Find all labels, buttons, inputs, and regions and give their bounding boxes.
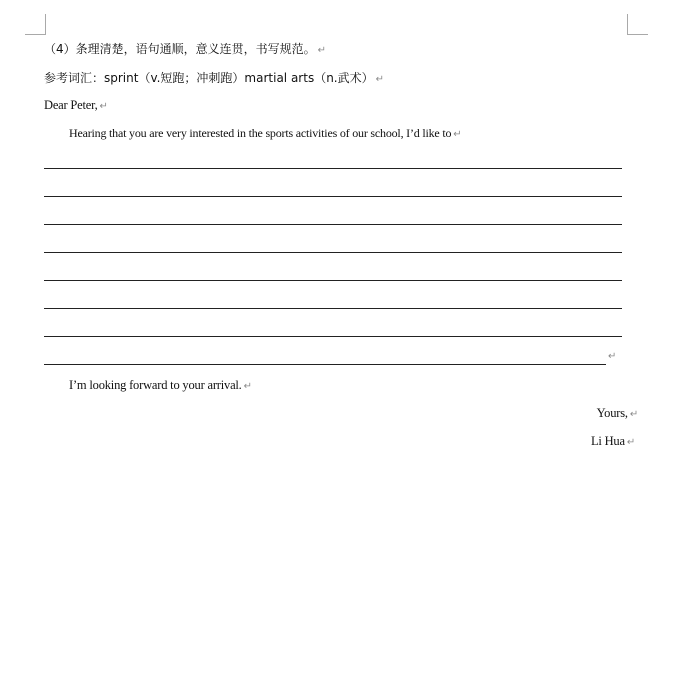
writing-blank-line[interactable]	[44, 364, 606, 365]
paragraph-mark: ↵	[317, 45, 327, 56]
writing-blank-line[interactable]	[44, 252, 622, 253]
writing-blank-line[interactable]	[44, 224, 622, 225]
paragraph-mark: ↵	[626, 437, 635, 448]
paragraph-mark: ↵	[243, 381, 252, 392]
signature-line	[591, 434, 635, 449]
writing-blank-line[interactable]	[44, 336, 622, 337]
opening-line	[69, 126, 461, 141]
signature-text: Li Hua	[590, 434, 625, 448]
paragraph-mark: ↵	[375, 74, 385, 85]
vocab-text: 参考词汇：sprint（v.短跑；冲刺跑）martial arts（n.武术）	[44, 71, 374, 85]
signoff-line	[597, 406, 638, 421]
writing-blank-line[interactable]	[44, 280, 622, 281]
writing-blank-line[interactable]	[44, 168, 622, 169]
paragraph-mark: ↵	[99, 101, 108, 112]
vocab-line	[44, 69, 384, 86]
writing-blank-line[interactable]	[44, 196, 622, 197]
paragraph-mark: ↵	[608, 351, 617, 362]
paragraph-mark: ↵	[629, 409, 638, 420]
closing-text: I’m looking forward to your arrival.	[69, 378, 242, 392]
salutation-line	[44, 98, 108, 113]
paragraph-mark: ↵	[453, 129, 462, 140]
closing-line	[69, 378, 252, 393]
opening-text: Hearing that you are very interested in the sports activities of our school, I’d like to	[69, 126, 452, 140]
writing-blank-line[interactable]	[44, 308, 622, 309]
page-corner-marker-top-right	[627, 14, 648, 35]
requirement-line	[44, 40, 326, 57]
signoff-text: Yours,	[596, 406, 628, 420]
requirement-text: （4）条理清楚，语句通顺，意义连贯，书写规范。	[44, 42, 316, 56]
salutation-text: Dear Peter,	[44, 98, 98, 112]
page-corner-marker-top-left	[25, 14, 46, 35]
